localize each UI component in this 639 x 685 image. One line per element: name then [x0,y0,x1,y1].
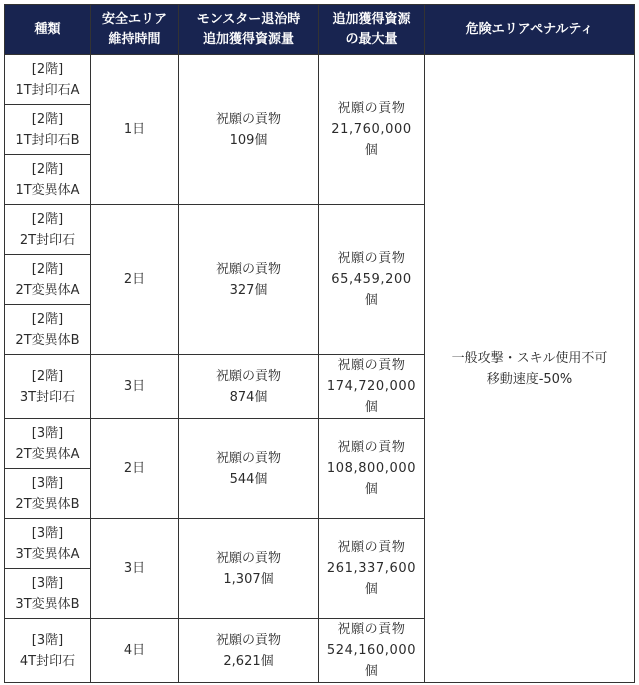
resource-table [4,4,635,683]
max-amount-cell: 祝願の貢物 261,337,600 個 [319,519,425,619]
duration-cell: 2日 [91,205,179,355]
kind-cell: [2階] 2T変異体A [5,255,91,305]
header-safe-duration: 安全エリア 維持時間 [91,5,179,55]
header-max-amount: 追加獲得資源 の最大量 [319,5,425,55]
duration-cell: 2日 [91,419,179,519]
per-kill-cell: 祝願の貢物 2,621個 [179,619,319,683]
per-kill-cell: 祝願の貢物 544個 [179,419,319,519]
kind-cell: [2階] 1T変異体A [5,155,91,205]
header-penalty: 危険エリアペナルティ [425,5,635,55]
duration-cell: 4日 [91,619,179,683]
kind-cell: [3階] 3T変異体B [5,569,91,619]
duration-cell: 1日 [91,55,179,205]
per-kill-cell: 祝願の貢物 109個 [179,55,319,205]
header-row [5,5,635,55]
max-amount-cell: 祝願の貢物 21,760,000 個 [319,55,425,205]
kind-cell: [2階] 1T封印石A [5,55,91,105]
table-row [5,55,635,105]
max-amount-cell: 祝願の貢物 524,160,000 個 [319,619,425,683]
max-amount-cell: 祝願の貢物 108,800,000 個 [319,419,425,519]
kind-cell: [2階] 2T封印石 [5,205,91,255]
kind-cell: [3階] 2T変異体B [5,469,91,519]
kind-cell: [3階] 3T変異体A [5,519,91,569]
kind-cell: [3階] 2T変異体A [5,419,91,469]
per-kill-cell: 祝願の貢物 1,307個 [179,519,319,619]
max-amount-cell: 祝願の貢物 174,720,000 個 [319,355,425,419]
kind-cell: [2階] 1T封印石B [5,105,91,155]
max-amount-cell: 祝願の貢物 65,459,200 個 [319,205,425,355]
per-kill-cell: 祝願の貢物 874個 [179,355,319,419]
kind-cell: [3階] 4T封印石 [5,619,91,683]
kind-cell: [2階] 3T封印石 [5,355,91,419]
header-kind: 種類 [5,5,91,55]
per-kill-cell: 祝願の貢物 327個 [179,205,319,355]
penalty-cell: 一般攻撃・スキル使用不可 移動速度-50% [425,55,635,683]
header-per-kill: モンスター退治時 追加獲得資源量 [179,5,319,55]
kind-cell: [2階] 2T変異体B [5,305,91,355]
duration-cell: 3日 [91,519,179,619]
duration-cell: 3日 [91,355,179,419]
